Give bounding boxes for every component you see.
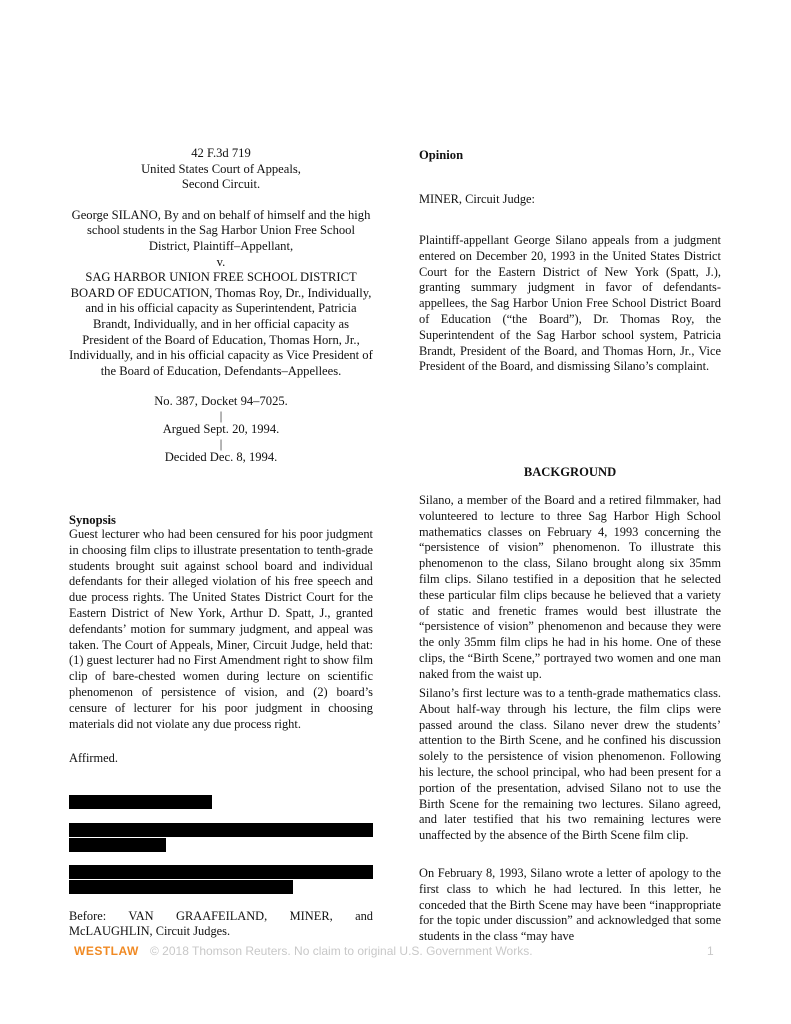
redaction-bar [69, 795, 212, 809]
redaction-bar [69, 823, 373, 837]
background-heading: BACKGROUND [523, 465, 617, 479]
case-citation: 42 F.3d 719 [191, 146, 251, 160]
opinion-paragraph: On February 8, 1993, Silano wrote a letter of apology to the first class to which he had lectured. In this letter, he conceded that the Birth Scene may have been “inappropriate for the topic under discussion” and acknowledged that some students in the class “may have [419, 866, 721, 944]
case-caption [69, 146, 373, 465]
opinion-paragraph: Silano, a member of the Board and a retired filmmaker, had volunteered to lecture to three Sag Harbor High School mathematics classes on February 4, 1993 concerning the “persistence of vision” phenomenon. To illustrate this phenomenon to the class, Silano brought along six 35mm film clips. Silano testified in a deposition that he selected these particular film clips because he believed that a variety of static and frenetic frames would best illustrate the “persistence of vision” phenomenon and because they were the only 35mm film clips he had in his home. One of these clips, the “Birth Scene,” portrayed two women and one man naked from the waist up. [419, 493, 721, 681]
argued-date: Argued Sept. 20, 1994. [162, 421, 280, 436]
opinion-paragraph: Plaintiff-appellant George Silano appeals from a judgment entered on December 20, 1993 in the United States District Court for the Eastern District of New York (Spatt, J.), granting summary judgment in favor of defendants-appellees, the Sag Harbor Union Free School District Board of Education (“the Board”), Dr. Thomas Roy, the Superintendent of the Sag Harbor school system, Patricia Brandt, President of the Board, and Thomas Horn, Jr., Vice President of the Board, and dismissing Silano’s complaint. [419, 233, 721, 374]
docket-number: No. 387, Docket 94–7025. [154, 394, 288, 409]
plaintiff-party: George SILANO, By and on behalf of himself and the high school students in the Sag Harbor Union Free School District, Plaintiff–Appellant, [71, 207, 371, 253]
synopsis-heading: Synopsis [69, 513, 116, 527]
decided-date: Decided Dec. 8, 1994. [164, 449, 278, 464]
court-name: United States Court of Appeals, [141, 161, 301, 176]
opinion-paragraph: Silano’s first lecture was to a tenth-grade mathematics class. About half-way through his lecture, the film clips were passed around the class. Silano never drew the students’ attention to the Birth Scene, and he confined his discussion solely to the persistence of vision phenomenon. Following his lecture, the school principal, who had been present for a portion of the presentation, advised Silano not to use the Birth Scene for the remaining two lectures. Silano agreed, and later testified that his two remaining lectures were unaffected by the absence of the Birth Scene film clip. [419, 686, 721, 843]
versus-label: v. [216, 254, 226, 269]
page-footer [0, 944, 791, 962]
redaction-bar [69, 880, 293, 894]
defendant-party: SAG HARBOR UNION FREE SCHOOL DISTRICT BOARD OF EDUCATION, Thomas Roy, Dr., Individually, and in his official capacity as Superintendent, Patricia Brandt, Individually, and in her official capacity as President of the Board of Education, Thomas Horn, Jr., Individually, and in his official capacity as Vice President of the Board of Education, Defendants–Appellees. [69, 270, 373, 378]
circuit-name: Second Circuit. [181, 177, 261, 192]
synopsis-text: Guest lecturer who had been censured for his poor judgment in choosing film clips to illustrate presentation to tenth-grade students brought suit against school board and individual defendants for their alleged violation of his free speech and due process rights. The United States District Court for the Eastern District of New York, Arthur D. Spatt, J., granted defendants’ motion for summary judgment, and appeal was taken. The Court of Appeals, Miner, Circuit Judge, held that: (1) guest lecturer had no First Amendment right to show film clip of bare-chested women during lecture on scientific phenomenon of persistence of vision, and (2) board’s censure of lecturer for his poor judgment in choosing materials did not violate any due process right. [69, 527, 373, 731]
page-number: 1 [707, 944, 714, 958]
opinion-author: MINER, Circuit Judge: [419, 192, 535, 206]
copyright-notice: © 2018 Thomson Reuters. No claim to original U.S. Government Works. [150, 944, 533, 958]
disposition: Affirmed. [69, 751, 118, 765]
redaction-bar [69, 865, 373, 879]
separator: | [219, 408, 223, 423]
panel-judges: Before: VAN GRAAFEILAND, MINER, and McLAUGHLIN, Circuit Judges. [69, 909, 373, 938]
redaction-bar [69, 838, 166, 852]
opinion-heading: Opinion [419, 148, 464, 162]
westlaw-logo: WESTLAW [74, 944, 139, 958]
separator: | [219, 436, 223, 451]
